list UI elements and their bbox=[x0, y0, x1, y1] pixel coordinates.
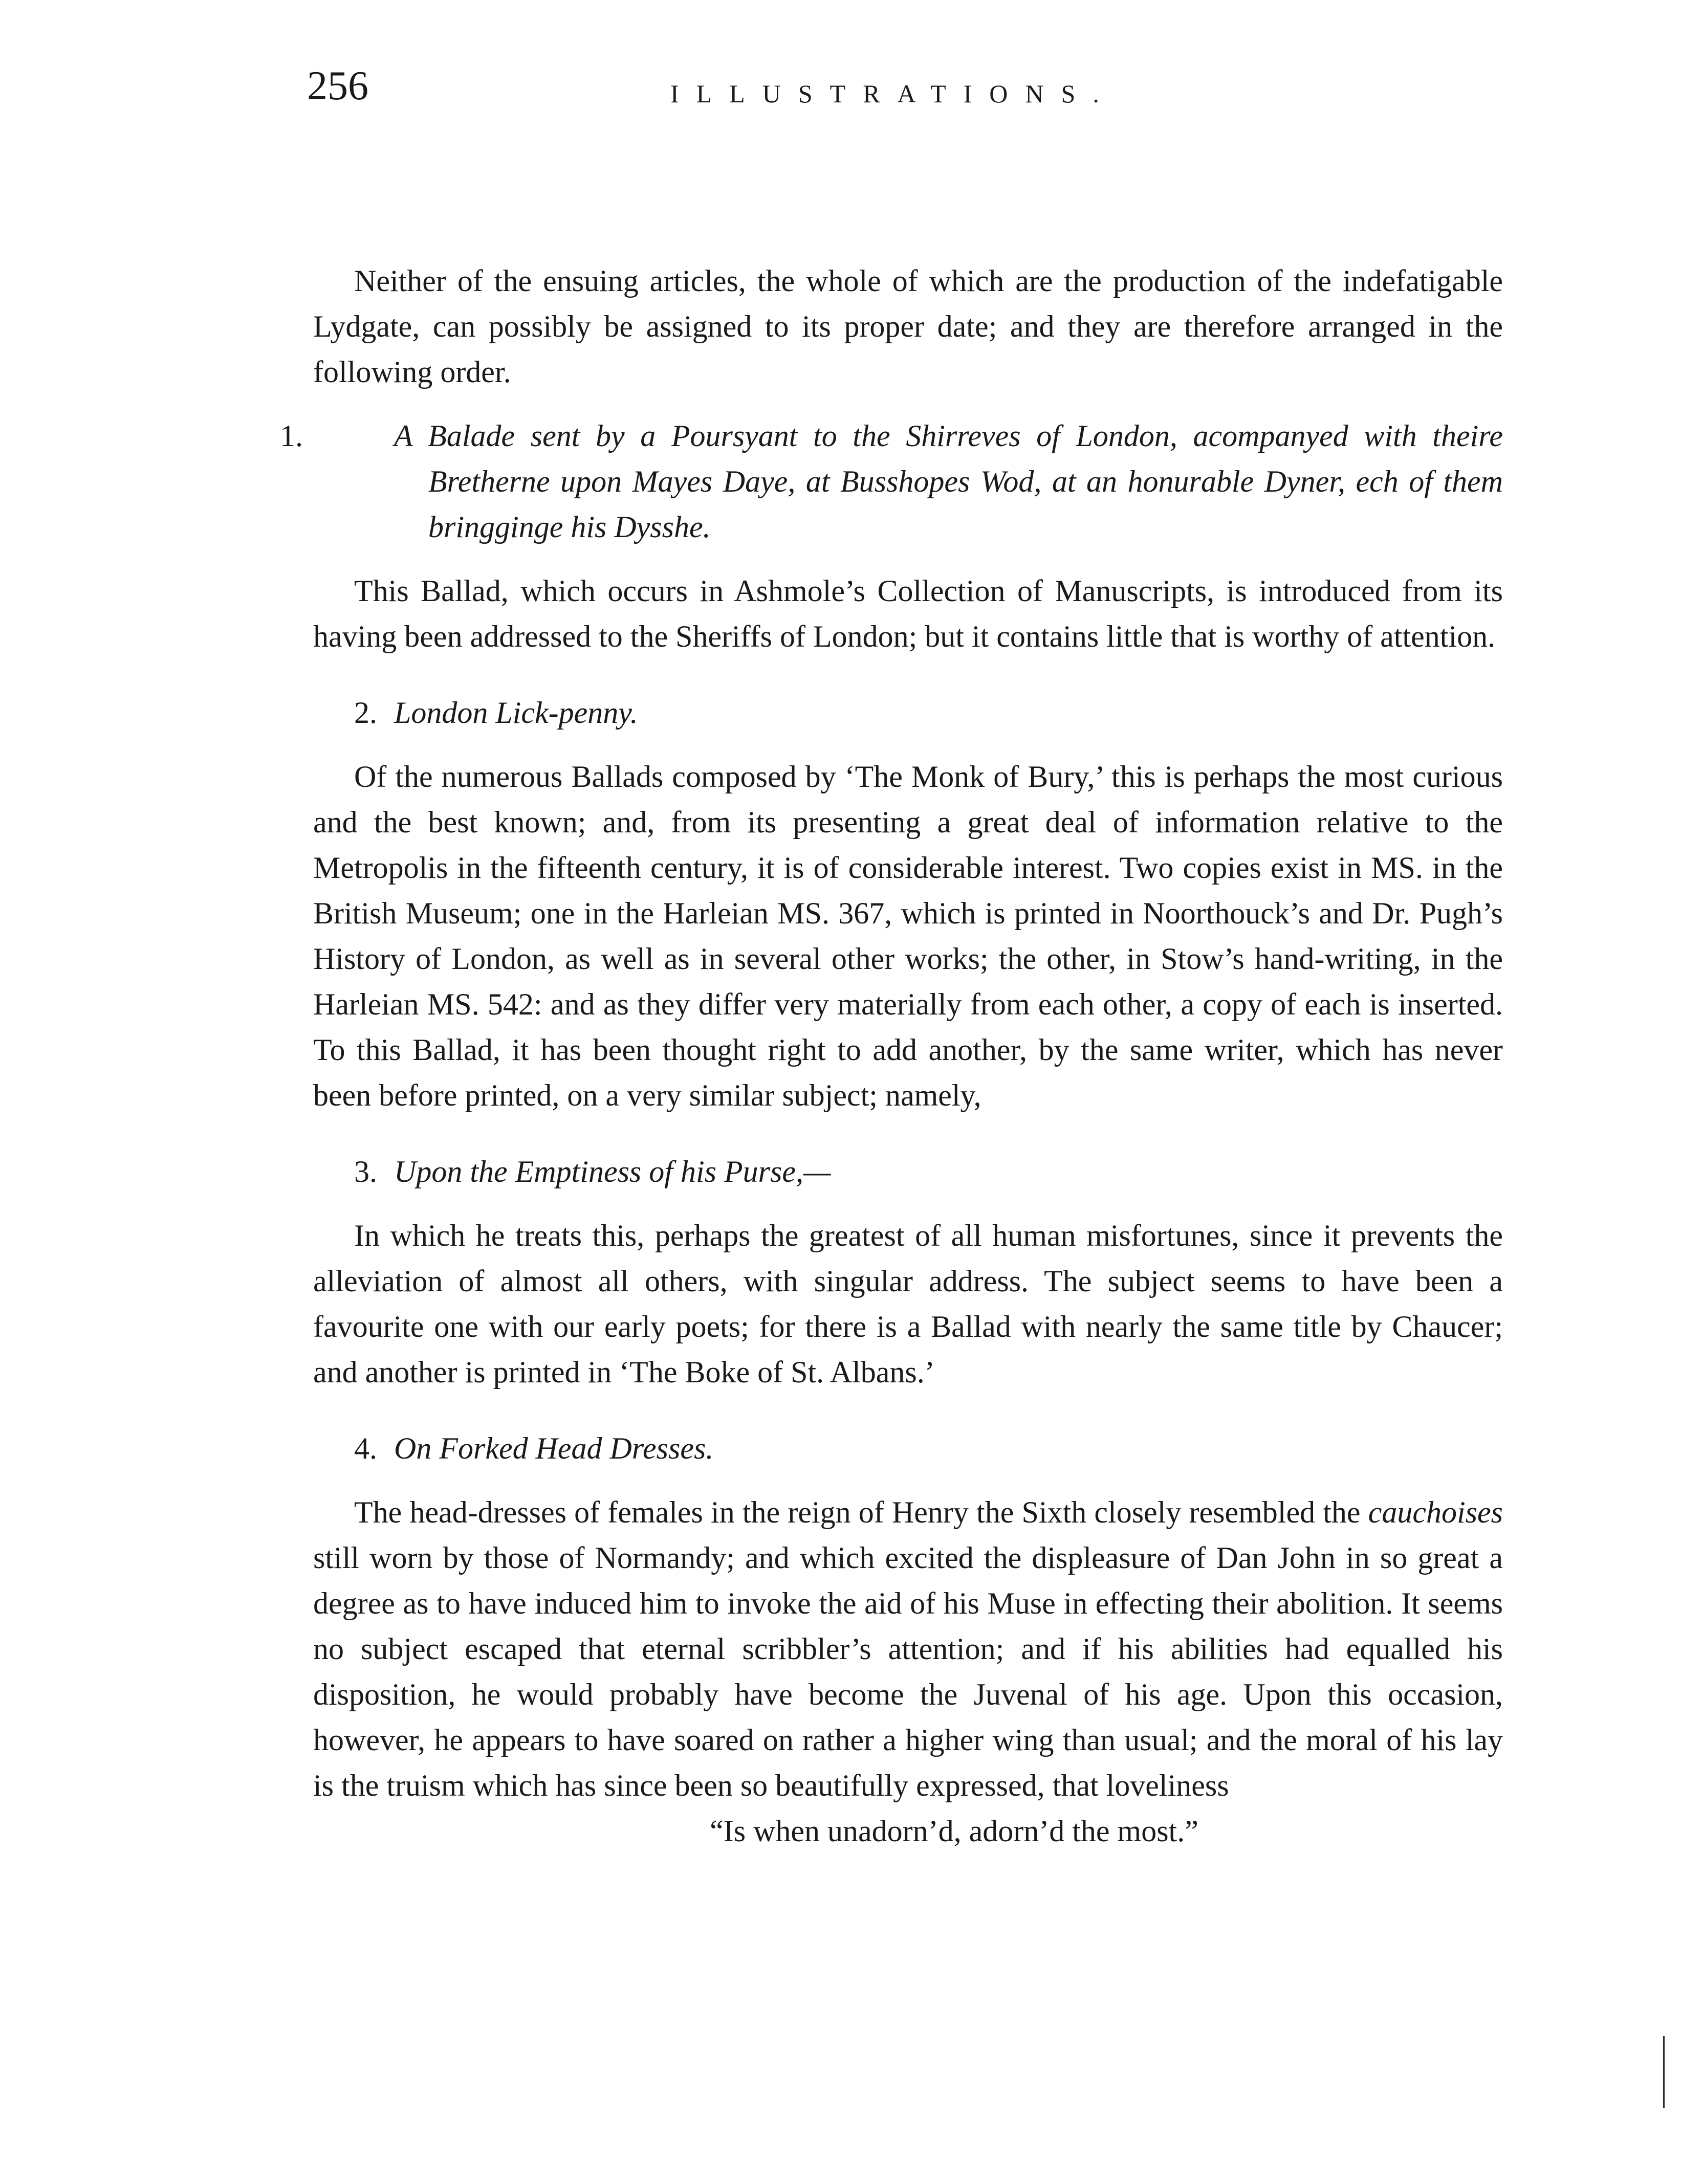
section-1-number: 1. bbox=[280, 419, 303, 453]
section-1-heading bbox=[280, 413, 1503, 550]
margin-rule bbox=[1663, 2036, 1665, 2108]
section-3-number: 3. bbox=[354, 1155, 377, 1188]
section-4-number: 4. bbox=[354, 1431, 377, 1465]
intro-paragraph: Neither of the ensuing articles, the whole of which are the production of the indefatigable Lydgate, can possibly be assigned to its proper date; and they are therefore arranged in the following order. bbox=[313, 264, 1503, 389]
section-4-quote: “Is when unadorn’d, adorn’d the most.” bbox=[710, 1814, 1198, 1848]
section-4-body bbox=[313, 1490, 1503, 1808]
section-3-title: Upon the Emptiness of his Purse,— bbox=[394, 1155, 831, 1188]
section-4-body-start: The head-dresses of females in the reign of Henry the Sixth closely resembled the bbox=[354, 1495, 1368, 1529]
section-3-heading bbox=[313, 1149, 1503, 1195]
section-2-number: 2. bbox=[354, 696, 377, 730]
section-2-body: Of the numerous Ballads composed by ‘The Monk of Bury,’ this is perhaps the most curious and the best known; and, from its presenting a great deal of information relative to the Metropolis in the fifteenth century, it is of considerable interest. Two copies exist in MS. in the British Museum; one in the Harleian MS. 367, which is printed in Noorthouck’s and Dr. Pugh’s History of London, as well as in several other works; the other, in Stow’s hand-writing, in the Harleian MS. 542: and as they differ very materially from each other, a copy of each is inserted. To this Ballad, it has been thought right to add another, by the same writer, which has never been before printed, on a very similar subject; namely, bbox=[313, 760, 1503, 1112]
section-4-body-rest: still worn by those of Normandy; and which excited the displeasure of Dan John in so great a degree as to have induced him to invoke the aid of his Muse in effecting their abolition. It seems no subject escaped that eternal scribbler’s attention; and if his abilities had equalled his disposition, he would probably have become the Juvenal of his age. Upon this occasion, however, he appears to have soared on rather a higher wing than usual; and the moral of his lay is the truism which has since been so beautifully expressed, that loveliness bbox=[313, 1541, 1503, 1802]
section-2-heading bbox=[313, 690, 1503, 736]
section-2-title: London Lick-penny. bbox=[394, 696, 638, 730]
page-number: 256 bbox=[307, 63, 368, 108]
section-1-body: This Ballad, which occurs in Ashmole’s Collection of Manuscripts, is introduced from its having been addressed to the Sheriffs of London; but it contains little that is worthy of attention. bbox=[313, 574, 1503, 653]
section-4-title: On Forked Head Dresses. bbox=[394, 1431, 714, 1465]
running-title: ILLUSTRATIONS. bbox=[670, 79, 1117, 108]
page-body bbox=[280, 258, 1503, 1854]
section-4-body-italic-term: cauchoises bbox=[1368, 1495, 1503, 1529]
section-3-body: In which he treats this, perhaps the greatest of all human misfortunes, since it prevents the alleviation of almost all others, with singular address. The subject seems to have been a favourite one with our early poets; for there is a Ballad with nearly the same title by Chaucer; and another is printed in ‘The Boke of St. Albans.’ bbox=[313, 1219, 1503, 1389]
section-4-heading bbox=[313, 1426, 1503, 1471]
section-1-title: A Balade sent by a Poursyant to the Shirreves of London, acompanyed with theire Bretherne upon Mayes Daye, at Busshopes Wod, at an honurable Dyner, ech of them bringginge his Dysshe. bbox=[394, 419, 1503, 544]
